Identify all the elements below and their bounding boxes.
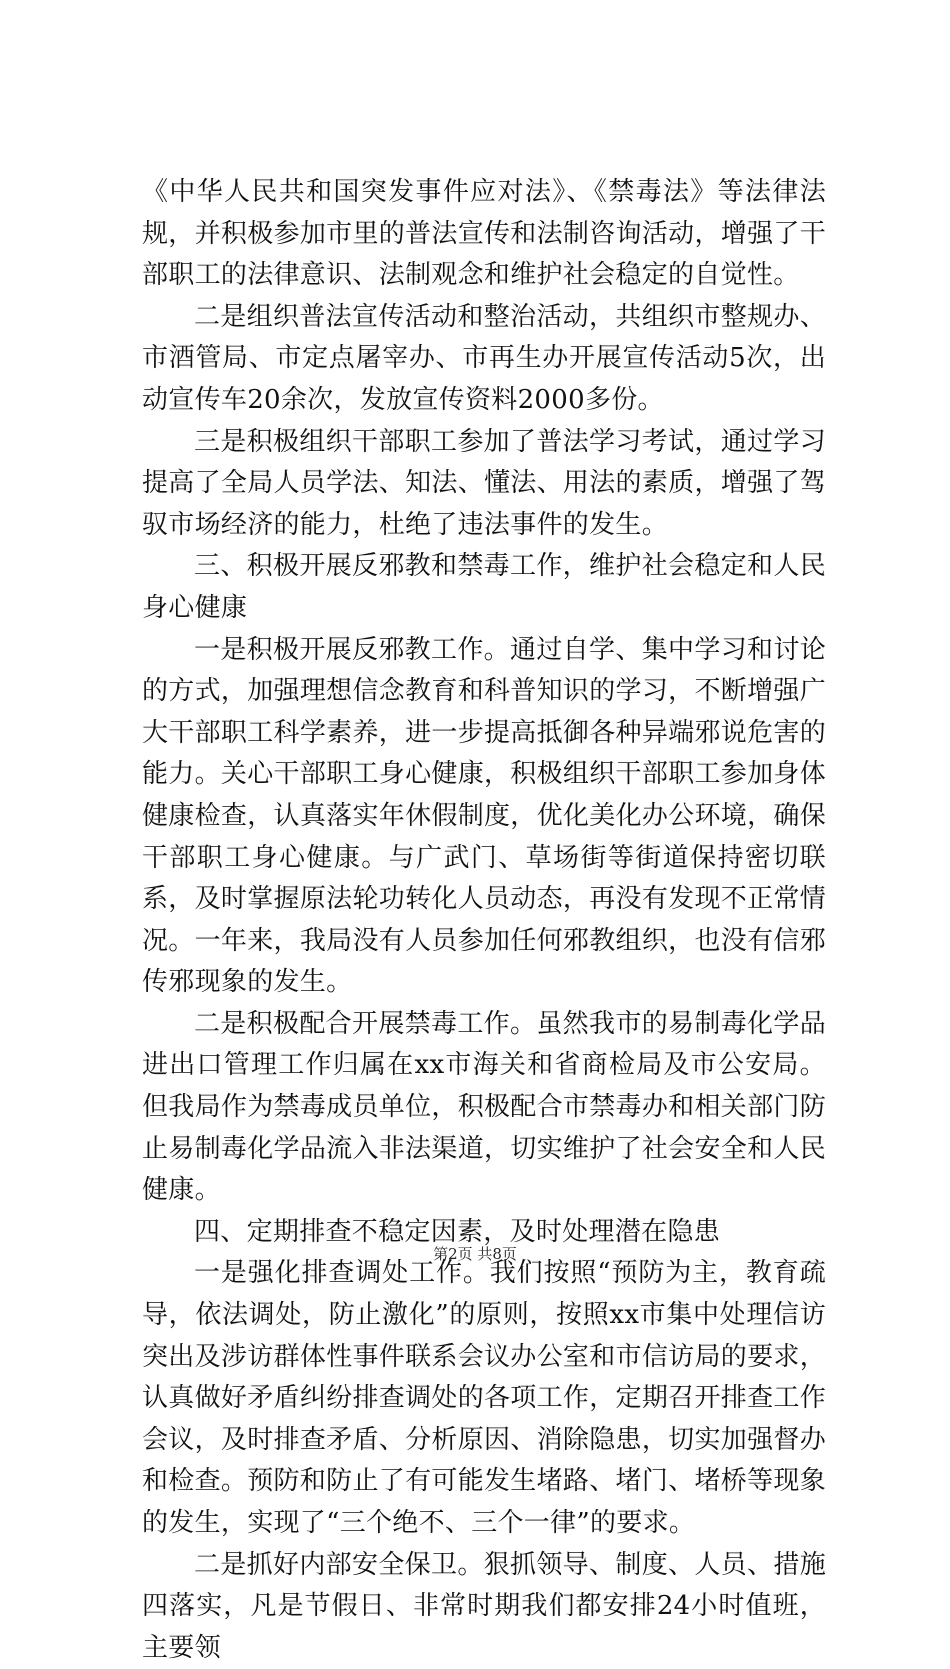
document-body bbox=[142, 172, 826, 1669]
paragraph: 四、定期排查不稳定因素，及时处理潜在隐患 bbox=[194, 1216, 721, 1247]
page-footer: 第2页 共8页 bbox=[433, 1245, 517, 1263]
paragraph: 一是强化排查调处工作。我们按照“预防为主，教育疏导，依法调处，防止激化”的原则，按照xx市集中处理信访突出及涉访群体性事件联系会议办公室和市信访局的要求，认真做好矛盾纠纷排查调处的各项工作，定期召开排查工作会议，及时排查矛盾、分析原因、消除隐患，切实加强督办和检查。预防和防止了有可能发生堵路、堵门、堵桥等现象的发生，实现了“三个绝不、三个一律”的要求。 bbox=[142, 1258, 826, 1538]
paragraph: 三是积极组织干部职工参加了普法学习考试，通过学习提高了全局人员学法、知法、懂法、用法的素质，增强了驾驭市场经济的能力，杜绝了违法事件的发生。 bbox=[142, 426, 826, 540]
paragraph: 二是积极配合开展禁毒工作。虽然我市的易制毒化学品进出口管理工作归属在xx市海关和省商检局及市公安局。但我局作为禁毒成员单位，积极配合市禁毒办和相关部门防止易制毒化学品流入非法渠道，切实维护了社会安全和人民健康。 bbox=[142, 1008, 826, 1206]
paragraph: 一是积极开展反邪教工作。通过自学、集中学习和讨论的方式，加强理想信念教育和科普知识的学习，不断增强广大干部职工科学素养，进一步提高抵御各种异端邪说危害的能力。关心干部职工身心健康，积极组织干部职工参加身体健康检查，认真落实年休假制度，优化美化办公环境，确保干部职工身心健康。与广武门、草场街等街道保持密切联系，及时掌握原法轮功转化人员动态，再没有发现不正常情况。一年来，我局没有人员参加任何邪教组织，也没有信邪传邪现象的发生。 bbox=[142, 634, 826, 998]
paragraph: 三、积极开展反邪教和禁毒工作，维护社会稳定和人民身心健康 bbox=[142, 551, 826, 623]
paragraph: 《中华人民共和国突发事件应对法》、《禁毒法》等法律法规，并积极参加市里的普法宣传和法制咨询活动，增强了干部职工的法律意识、法制观念和维护社会稳定的自觉性。 bbox=[142, 177, 826, 291]
paragraph: 二是抓好内部安全保卫。狠抓领导、制度、人员、措施四落实，凡是节假日、非常时期我们都安排24小时值班，主要领 bbox=[142, 1549, 826, 1663]
paragraph: 二是组织普法宣传活动和整治活动，共组织市整规办、市酒管局、市定点屠宰办、市再生办开展宣传活动5次，出动宣传车20余次，发放宣传资料2000多份。 bbox=[142, 301, 826, 415]
